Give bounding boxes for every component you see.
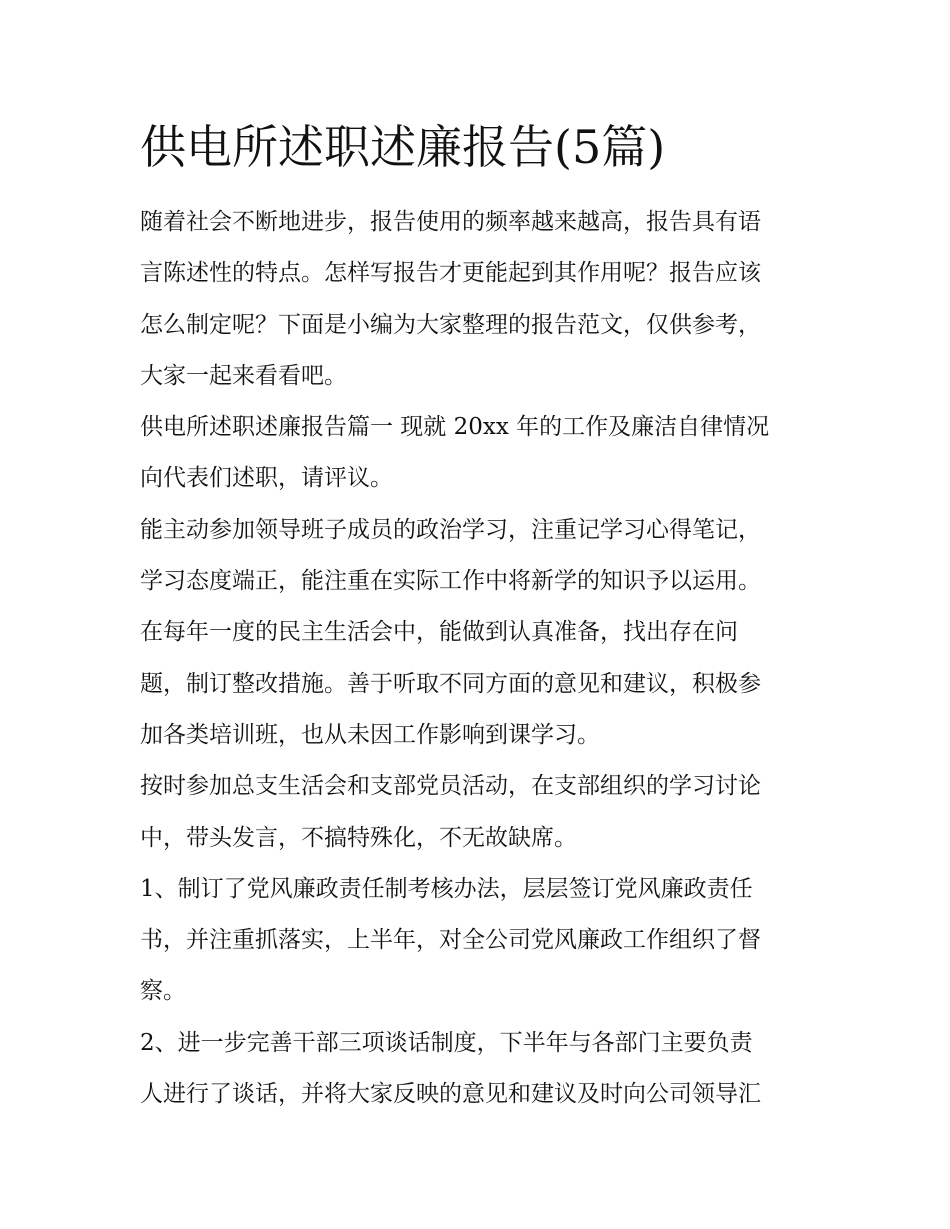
text-line: 向代表们述职，请评议。 [140,465,393,492]
document-body [140,197,820,1120]
text-line: 怎么制定呢？下面是小编为大家整理的报告范文，仅供参考， [140,311,761,338]
text-line: 2、进一步完善干部三项谈话制度，下半年与各部门主要负责 [140,1029,753,1056]
text-line: 按时参加总支生活会和支部党员活动，在支部组织的学习讨论 [140,773,761,800]
text-line: 人进行了谈话，并将大家反映的意见和建议及时向公司领导汇 [140,1081,761,1108]
text-line: 题，制订整改措施。善于听取不同方面的意见和建议，积极参 [140,670,761,697]
text-line: 察。 [140,978,186,1005]
text-line: 1、制订了党风廉政责任制考核办法，层层签订党风廉政责任 [140,875,753,902]
text-line: 随着社会不断地进步，报告使用的频率越来越高，报告具有语 [140,209,761,235]
text-line: 大家一起来看看吧。 [140,362,347,389]
text-line: 供电所述职述廉报告篇一 现就 20xx 年的工作及廉洁自律情况 [140,414,770,441]
text-line: 能主动参加领导班子成员的政治学习，注重记学习心得笔记， [140,516,761,543]
text-line: 在每年一度的民主生活会中，能做到认真准备，找出存在问 [140,619,738,646]
text-line: 中，带头发言，不搞特殊化，不无故缺席。 [140,824,577,851]
text-line: 书，并注重抓落实，上半年，对全公司党风廉政工作组织了督 [140,927,761,954]
text-line: 加各类培训班，也从未因工作影响到课学习。 [140,721,600,748]
text-line: 言陈述性的特点。怎样写报告才更能起到其作用呢？报告应该 [140,260,761,287]
document-title: 供电所述职述廉报告(5篇) [140,120,666,174]
text-line: 学习态度端正，能注重在实际工作中将新学的知识予以运用。 [140,568,761,595]
